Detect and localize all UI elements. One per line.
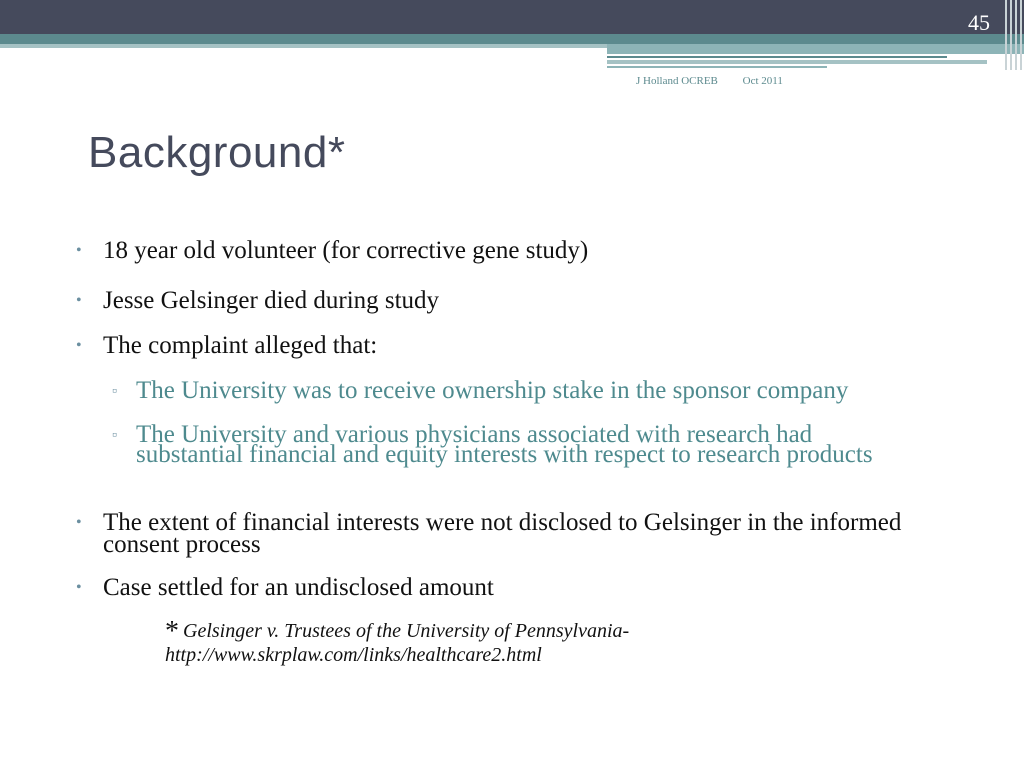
bullet-item (76, 574, 943, 601)
header-stripe-right (607, 44, 1024, 54)
bullet-text: The extent of financial interests were not disclosed to Gelsinger in the informed consent process (103, 509, 902, 558)
bullet-item (76, 509, 923, 558)
slide-title: Background* (88, 128, 346, 177)
citation-case: Gelsinger v. Trustees of the University of Pennsylvania- (183, 620, 630, 642)
slide-number: 45 (968, 10, 990, 35)
header-stripe-teal (0, 34, 1024, 44)
decor-line (607, 66, 827, 68)
bullet-marker: • (76, 514, 82, 531)
citation-note (165, 616, 630, 668)
bullet-item (76, 332, 943, 359)
bullet-item (76, 287, 943, 314)
bullet-text: 18 year old volunteer (for corrective gene study) (103, 237, 589, 264)
bullet-text: The complaint alleged that: (103, 332, 378, 359)
decor-line (607, 56, 947, 58)
decor-line (607, 60, 987, 64)
bullet-marker: • (76, 292, 82, 309)
decor-vertical-line (1015, 0, 1017, 70)
sub-bullet-text: The University and various physicians associated with research had substantial financial and equity interests with respect to research products (136, 421, 873, 468)
footer-date: Oct 2011 (742, 75, 783, 87)
citation-url: http://www.skrplaw.com/links/healthcare2.html (165, 644, 542, 666)
bullet-marker: • (76, 579, 82, 596)
sub-bullet-marker: ▫ (112, 384, 117, 399)
decor-vertical-line (1005, 0, 1007, 70)
header-bar (0, 0, 1024, 34)
bullet-text: Case settled for an undisclosed amount (103, 574, 494, 601)
bullet-text: Jesse Gelsinger died during study (103, 287, 440, 314)
sub-bullet-item (112, 421, 896, 468)
decor-vertical-line (1020, 0, 1022, 70)
footer-author: J Holland OCREB (636, 75, 718, 87)
citation-star: * (165, 616, 179, 647)
bullet-marker: • (76, 242, 82, 259)
sub-bullet-item (112, 377, 926, 404)
bullet-item (76, 237, 943, 264)
bullet-marker: • (76, 337, 82, 354)
slide-footer (636, 75, 805, 87)
sub-bullet-marker: ▫ (112, 428, 117, 443)
decor-vertical-line (1010, 0, 1012, 70)
sub-bullet-text: The University was to receive ownership stake in the sponsor company (136, 377, 849, 404)
